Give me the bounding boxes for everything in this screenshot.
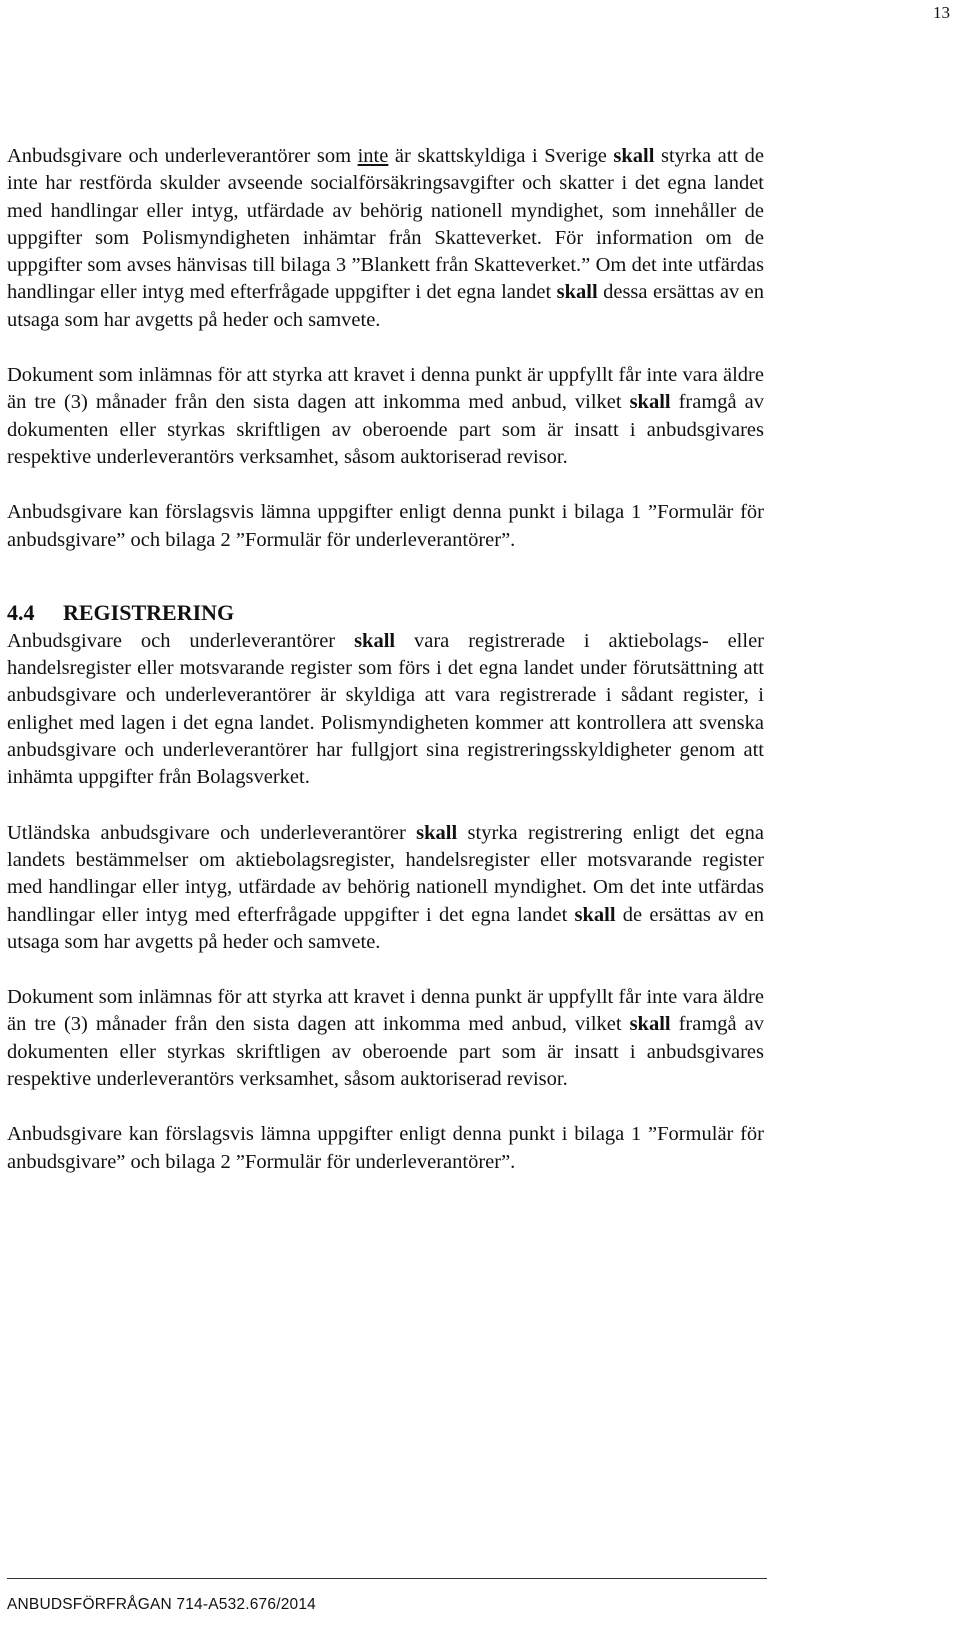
bold-word: skall <box>613 145 655 167</box>
bold-word: skall <box>629 391 671 414</box>
bold-word: skall <box>556 281 598 304</box>
paragraph-tax-requirements: Anbudsgivare och underleverantörer som inte är skattskyldiga i Sverige skall styrka att de inte har restförda skulder avseende socialförsäkringsavgifter och skatter i det egna landet med handlingar eller intyg, utfärdade av behörig nationell myndighet, som innehåller de uppgifter som Polismyndigheten inhämtar från Skatteverket. För information om de uppgifter som avses hänvisas till bilaga 3 ”Blankett från Skatteverket.” Om det inte utfärdas handlingar eller intyg med efterfrågade uppgifter i det egna landet skall dessa ersättas av en utsaga som har avgetts på heder och samvete. <box>7 145 764 331</box>
bold-word: skall <box>574 903 616 926</box>
footer-reference: ANBUDSFÖRFRÅGAN 714-A532.676/2014 <box>7 1596 316 1613</box>
bold-word: skall <box>354 629 396 652</box>
paragraph-foreign-registration: Utländska anbudsgivare och underleverantörer skall styrka registrering enligt det egna landets bestämmelser om aktiebolagsregister, handelsregister eller motsvarande register med handlingar eller intyg, utfärdade av behörig nationell myndighet. Om det inte utfärdas handlingar eller intyg med efterfrågade uppgifter i det egna landet skall de ersättas av en utsaga som har avgetts på heder och samvete. <box>7 821 764 953</box>
paragraph-document-age-2: Dokument som inlämnas för att styrka att kravet i denna punkt är uppfyllt får inte vara äldre än tre (3) månader från den sista dagen att inkomma med anbud, vilket skall framgå av dokumenten eller styrkas skriftligen av oberoende part som är insatt i anbudsgivares respektive underleverantörs verksamhet, såsom auktoriserad revisor. <box>7 986 764 1091</box>
underlined-word: inte <box>357 145 389 167</box>
footer-divider <box>7 1578 767 1579</box>
bold-word: skall <box>416 821 458 844</box>
bold-word: skall <box>629 1013 671 1036</box>
page-number: 13 <box>933 3 950 22</box>
paragraph-forms-reference-2: Anbudsgivare kan förslagsvis lämna uppgifter enligt denna punkt i bilaga 1 ”Formulär för anbudsgivare” och bilaga 2 ”Formulär för underleverantörer”. <box>7 1123 764 1173</box>
paragraph-registration: Anbudsgivare och underleverantörer skall vara registrerade i aktiebolags- eller handelsregister eller motsvarande register som förs i det egna landet under förutsättning att anbudsgivare och underleverantörer är skyldiga att vara registrerade i sådant register, i enlighet med lagen i det egna landet. Polismyndigheten kommer att kontrollera att svenska anbudsgivare och underleverantörer har fullgjort sina registreringsskyldigheter genom att inhämta uppgifter från Bolagsverket. <box>7 629 765 789</box>
paragraph-forms-reference: Anbudsgivare kan förslagsvis lämna uppgifter enligt denna punkt i bilaga 1 ”Formulär för anbudsgivare” och bilaga 2 ”Formulär för underleverantörer”. <box>7 501 764 551</box>
section-number: 4.4 <box>7 599 35 625</box>
section-title: REGISTRERING <box>63 599 235 625</box>
document-body <box>7 143 764 1176</box>
paragraph-document-age: Dokument som inlämnas för att styrka att kravet i denna punkt är uppfyllt får inte vara äldre än tre (3) månader från den sista dagen att inkomma med anbud, vilket skall framgå av dokumenten eller styrkas skriftligen av oberoende part som är insatt i anbudsgivares respektive underleverantörs verksamhet, såsom auktoriserad revisor. <box>7 364 764 468</box>
section-heading <box>7 598 764 628</box>
